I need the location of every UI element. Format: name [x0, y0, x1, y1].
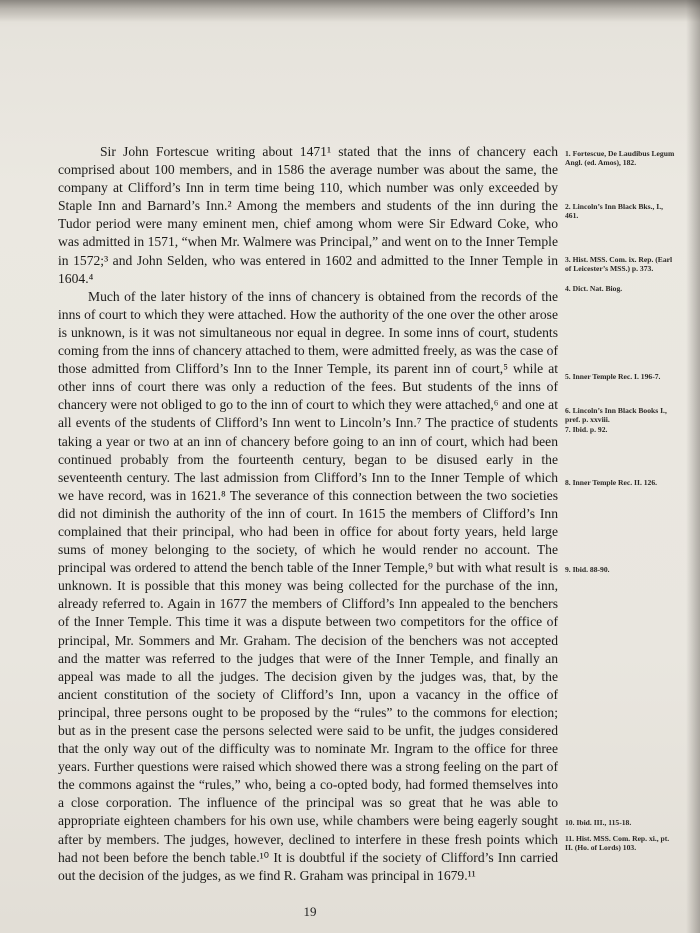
- page-number: 19: [303, 904, 317, 919]
- margin-note-10: 10. Ibid. III., 115-18.: [565, 818, 632, 827]
- page-right-edge: [686, 0, 700, 933]
- margin-note-5: 5. Inner Temple Rec. I. 196-7.: [565, 372, 661, 381]
- margin-note-1: 1. Fortescue, De Laudibus Legum Angl. (ed. Amos), 182.: [565, 149, 675, 168]
- margin-note-8: 8. Inner Temple Rec. II. 126.: [565, 478, 658, 487]
- paragraph-1: Sir John Fortescue writing about 1471¹ stated that the inns of chancery each comprised about 100 members, and in 1586 the average number was about the same, the company at Clifford’s Inn in term time being 110, which number was only exceeded by Staple Inn and Barnard’s Inn.² Among the members and students of the inn during the Tudor period were many eminent men, chief among whom were Sir Edward Coke, who was admitted in 1571, “when Mr. Walmere was Principal,” and went on to the Inner Temple in 1572;³ and John Selden, who was entered in 1602 and admitted to the Inner Temple in 1604.⁴: [58, 144, 558, 286]
- margin-note-3: 3. Hist. MSS. Com. ix. Rep. (Earl of Leicester’s MSS.) p. 373.: [565, 255, 673, 274]
- margin-note-2: 2. Lincoln’s Inn Black Bks., I., 461.: [565, 202, 664, 221]
- margin-note-9: 9. Ibid. 88-90.: [565, 565, 610, 574]
- margin-note-4: 4. Dict. Nat. Biog.: [565, 284, 623, 293]
- body-text: [58, 143, 558, 885]
- margin-note-7: 7. Ibid. p. 92.: [565, 425, 608, 434]
- margin-notes: [565, 0, 675, 933]
- margin-note-11: 11. Hist. MSS. Com. Rep. xi., pt. II. (Ho. of Lords) 103.: [565, 834, 670, 853]
- margin-note-6: 6. Lincoln’s Inn Black Books I., pref. p. xxviii.: [565, 406, 667, 425]
- paragraph-2: Much of the later history of the inns of chancery is obtained from the records of the inns of court to which they were attached. How the authority of the one over the other arose is unknown, is it was not simultaneous nor equal in degree. In some inns of court, students coming from the inns of chancery attached to them, were admitted freely, as was the case of those admitted from Clifford’s Inn to the Inner Temple, its parent inn of court,⁵ while at other inns of court there was only a reduction of the fees. But students of the inns of chancery were not obliged to go to the inn of court to which they were attached,⁶ and one at all events of the students of Clifford’s Inn went to Lincoln’s Inn.⁷ The practice of students taking a year or two at an inn of chancery before going to an inn of court, which had been continued probably from the fourteenth century, began to be disused early in the seventeenth century. The last admission from Clifford’s Inn to the Inner Temple of which we have record, was in 1621.⁸ The severance of this connection between the two societies did not diminish the authority of the inn of court. In 1615 the members of Clifford’s Inn complained that their principal, who had been in office for about forty years, held large sums of money belonging to the society, of which he would render no account. The principal was ordered to attend the bench table of the Inner Temple,⁹ but with what result is unknown. It is possible that this money was being collected for the purchase of the inn, already referred to. Again in 1677 the members of Clifford’s Inn appealed to the benchers of the Inner Temple. This time it was a dispute between two competitors for the office of principal, Mr. Sommers and Mr. Graham. The decision of the benchers was not accepted and the matter was referred to the judges that were of the Inner Temple, and finally an appeal was made to all the judges. The decision given by the judges was, that, by the ancient constitution of the society of Clifford’s Inn, upon a vacancy in the office of principal, three persons ought to be proposed by the “rules” to the commons for election; but as in the present case the persons selected were said to be unfit, the judges considered that the only way out of the difficulty was to nominate Mr. Ingram to the office for three years. Further questions were raised which showed there was a strong feeling on the part of the commons against the “rules,” who, being a co-opted body, had formed themselves into a close corporation. The influence of the principal was so great that he was able to appropriate eighteen chambers for his own use, while chambers were being eagerly sought after by members. The judges, however, declined to interfere in these fresh points which had not been before the bench table.¹⁰ It is doubtful if the society of Clifford’s Inn carried out the decision of the judges, as we find R. Graham was principal in 1679.¹¹: [58, 288, 558, 883]
